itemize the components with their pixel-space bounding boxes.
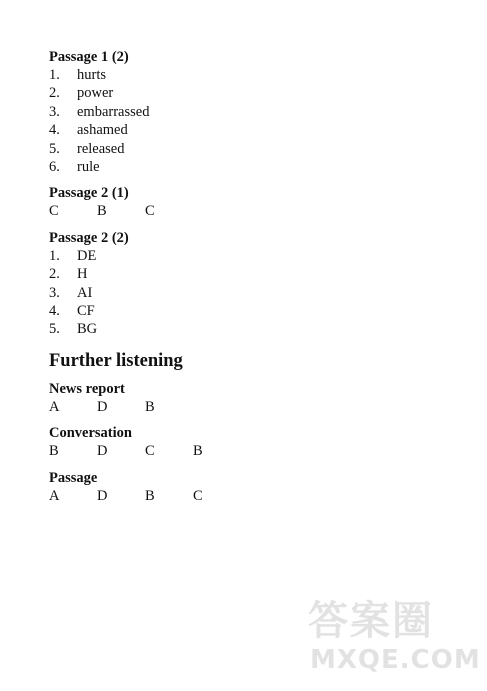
list-item: 2. power [49,85,114,102]
answer-row [49,398,469,416]
answer-list [49,66,469,176]
list-item: 5. released [49,140,125,157]
answer-letter: C [145,203,155,220]
answer-list [49,247,469,339]
section-heading: Passage [49,469,98,486]
answer-letter: A [49,398,60,415]
list-item: 2. H [49,266,88,283]
watermark-cn-text: 答案圈 [308,598,434,644]
answer-row [49,442,469,460]
list-item: 3. AI [49,284,93,301]
answer-letter: B [193,443,203,460]
answer-letter: B [97,203,107,220]
list-item: 1. DE [49,247,97,264]
answer-letter: C [49,203,59,220]
section-heading: Passage 2 (2) [49,229,129,246]
watermark-logo [300,598,480,686]
answer-letter: D [97,398,108,415]
list-item: 4. ashamed [49,122,128,139]
answer-letter: D [97,443,108,460]
answer-letter: D [97,487,108,504]
further-listening-title: Further listening [49,350,183,371]
answer-letter: B [145,398,155,415]
answer-letter: A [49,487,60,504]
list-item: 3. embarrassed [49,103,150,120]
list-item: 6. rule [49,159,100,176]
section-heading: Passage 1 (2) [49,49,129,65]
answer-row [49,202,469,220]
watermark-en-text: MXQE.COM [310,645,481,675]
section-heading: Conversation [49,425,132,442]
section-heading: News report [49,380,125,397]
answer-key-page [49,48,469,505]
answer-letter: C [145,443,155,460]
list-item: 1. hurts [49,67,106,83]
list-item: 5. BG [49,321,98,338]
answer-row [49,487,469,505]
section-heading: Passage 2 (1) [49,185,129,202]
answer-letter: B [145,487,155,504]
list-item: 4. CF [49,303,95,320]
answer-letter: B [49,443,59,460]
answer-letter: C [193,487,203,504]
